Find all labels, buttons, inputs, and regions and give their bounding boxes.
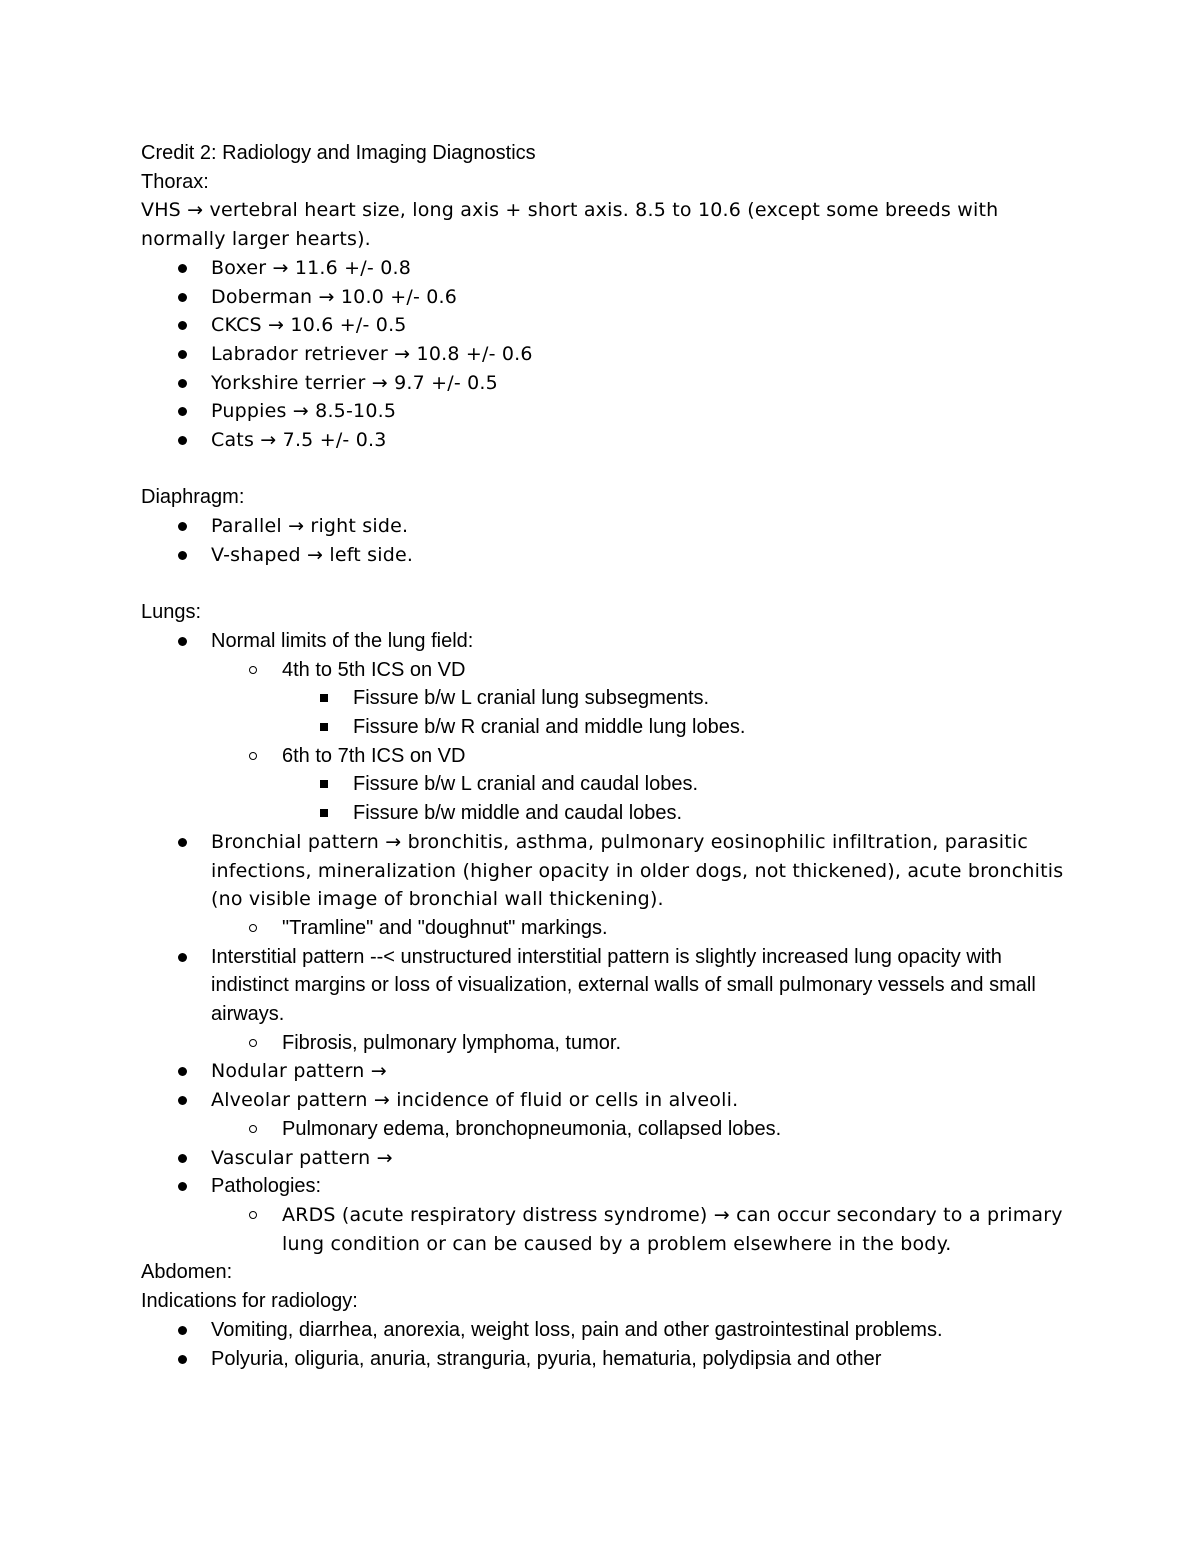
bullet-icon <box>178 1355 187 1364</box>
sub-list <box>211 1201 1071 1258</box>
circle-bullet-icon <box>249 752 257 760</box>
bullet-icon <box>178 350 187 359</box>
list-item: Fissure b/w R cranial and middle lung lobes. <box>282 713 1071 742</box>
bullet-icon <box>178 264 187 273</box>
list-item: 6th to 7th ICS on VD Fissure b/w L cranial and caudal lobes. Fissure b/w middle and caudal lobes. <box>211 742 1071 828</box>
bullet-icon <box>178 1182 187 1191</box>
list-item: Fissure b/w L cranial and caudal lobes. <box>282 770 1071 799</box>
square-bullet-icon <box>320 780 328 788</box>
bullet-icon <box>178 1067 187 1076</box>
circle-bullet-icon <box>249 1211 257 1219</box>
circle-bullet-icon <box>249 666 257 674</box>
indications-heading: Indications for radiology: <box>141 1290 358 1313</box>
list-item: Fissure b/w middle and caudal lobes. <box>282 799 1071 828</box>
list-item: Cats → 7.5 +/- 0.3 <box>141 426 1071 455</box>
square-bullet-icon <box>320 694 328 702</box>
bullet-icon <box>178 637 187 646</box>
indications-list <box>141 1316 1071 1373</box>
list-item: Boxer → 11.6 +/- 0.8 <box>141 254 1071 283</box>
bullet-icon <box>178 1326 187 1335</box>
bullet-icon <box>178 838 187 847</box>
circle-bullet-icon <box>249 1125 257 1133</box>
square-bullet-icon <box>320 723 328 731</box>
document-title: Credit 2: Radiology and Imaging Diagnostics <box>141 142 536 164</box>
list-item: Alveolar pattern → incidence of fluid or cells in alveoli. Pulmonary edema, bronchopneumonia, collapsed lobes. <box>141 1086 1071 1143</box>
list-item: Nodular pattern → <box>141 1057 1071 1086</box>
lungs-heading: Lungs: <box>141 601 202 624</box>
list-item: 4th to 5th ICS on VD Fissure b/w L cranial lung subsegments. Fissure b/w R cranial and middle lung lobes. <box>211 656 1071 742</box>
diaphragm-list <box>141 512 1071 569</box>
sub-list <box>211 914 1071 943</box>
list-item: Polyuria, oliguria, anuria, stranguria, pyuria, hematuria, polydipsia and other <box>141 1345 1071 1374</box>
bullet-icon <box>178 1096 187 1105</box>
list-item: Normal limits of the lung field: 4th to 5th ICS on VD Fissure b/w L cranial lung subsegments. Fissure b/w R cranial and middle lung lobes. 6th to 7th ICS on VD Fissure b/w L cranial and caudal lobes. Fissure b/w middle and caudal lobes. <box>141 627 1071 828</box>
bullet-icon <box>178 522 187 531</box>
list-item: Labrador retriever → 10.8 +/- 0.6 <box>141 340 1071 369</box>
list-item: Puppies → 8.5-10.5 <box>141 397 1071 426</box>
vhs-breed-list <box>141 254 1071 455</box>
list-item: Fibrosis, pulmonary lymphoma, tumor. <box>211 1029 1071 1058</box>
bullet-icon <box>178 293 187 302</box>
bullet-icon <box>178 1154 187 1163</box>
list-item: CKCS → 10.6 +/- 0.5 <box>141 311 1071 340</box>
sub-sub-list <box>282 770 1071 827</box>
bullet-icon <box>178 407 187 416</box>
list-item: Bronchial pattern → bronchitis, asthma, pulmonary eosinophilic infiltration, parasitic infections, mineralization (higher opacity in older dogs, not thickened), acute bronchitis (no visible image of bronchial wall thickening). "Tramline" and "doughnut" markings. <box>141 828 1071 943</box>
list-item: Yorkshire terrier → 9.7 +/- 0.5 <box>141 369 1071 398</box>
sub-list <box>211 1029 1071 1058</box>
document-page <box>141 139 1071 1373</box>
sub-sub-list <box>282 684 1071 741</box>
thorax-heading: Thorax: <box>141 170 209 193</box>
list-item: Interstitial pattern --< unstructured interstitial pattern is slightly increased lung opacity with indistinct margins or loss of visualization, external walls of small pulmonary vessels and small airways. Fibrosis, pulmonary lymphoma, tumor. <box>141 943 1071 1058</box>
circle-bullet-icon <box>249 924 257 932</box>
list-item: "Tramline" and "doughnut" markings. <box>211 914 1071 943</box>
list-item: Vascular pattern → <box>141 1144 1071 1173</box>
bullet-icon <box>178 321 187 330</box>
sub-list <box>211 656 1071 828</box>
list-item: Doberman → 10.0 +/- 0.6 <box>141 283 1071 312</box>
abdomen-heading: Abdomen: <box>141 1261 233 1284</box>
bullet-icon <box>178 551 187 560</box>
list-item: Fissure b/w L cranial lung subsegments. <box>282 684 1071 713</box>
list-item: Pulmonary edema, bronchopneumonia, collapsed lobes. <box>211 1115 1071 1144</box>
bullet-icon <box>178 436 187 445</box>
list-item: ARDS (acute respiratory distress syndrome) → can occur secondary to a primary lung condition or can be caused by a problem elsewhere in the body. <box>211 1201 1071 1258</box>
spacer <box>141 455 1071 484</box>
lungs-list <box>141 627 1071 1258</box>
list-item: Parallel → right side. <box>141 512 1071 541</box>
list-item: Vomiting, diarrhea, anorexia, weight loss, pain and other gastrointestinal problems. <box>141 1316 1071 1345</box>
bullet-icon <box>178 953 187 962</box>
diaphragm-heading: Diaphragm: <box>141 486 245 509</box>
circle-bullet-icon <box>249 1039 257 1047</box>
spacer <box>141 570 1071 599</box>
list-item: V-shaped → left side. <box>141 541 1071 570</box>
bullet-icon <box>178 379 187 388</box>
square-bullet-icon <box>320 809 328 817</box>
list-item: Pathologies: ARDS (acute respiratory distress syndrome) → can occur secondary to a primary lung condition or can be caused by a problem elsewhere in the body. <box>141 1172 1071 1258</box>
vhs-definition: VHS → vertebral heart size, long axis + short axis. 8.5 to 10.6 (except some breeds with normally larger hearts). <box>141 199 999 251</box>
sub-list <box>211 1115 1071 1144</box>
